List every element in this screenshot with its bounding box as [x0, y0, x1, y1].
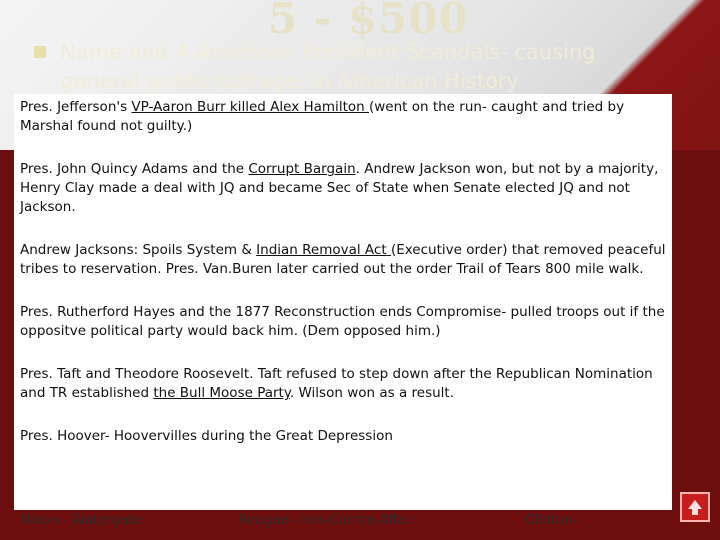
entry-text: Pres. Jefferson's — [20, 99, 132, 115]
bottom-answer-row — [20, 512, 700, 540]
answer-entry-taft — [20, 365, 666, 403]
entry-text: Andrew Jacksons: Spoils System & — [20, 242, 257, 258]
bullet-line-1: Name and 4 American President Scandals- causing — [60, 40, 596, 64]
entry-underlined-text: Corrupt Bargain — [248, 161, 356, 177]
bottom-reagan: Reagan- Iran-Contra Affair — [238, 512, 415, 528]
answer-panel — [14, 94, 672, 510]
answer-entry-hayes — [20, 303, 666, 341]
bullet-line-2: general public outrage, in American History — [60, 69, 519, 93]
answer-entry-jackson — [20, 241, 666, 279]
entry-underlined-text: Indian Removal Act — [256, 242, 391, 258]
entry-text: Pres. John Quincy Adams and the — [20, 161, 249, 177]
entry-text: (went on the run- caught and tried by Marshal found not guilty.) — [20, 99, 625, 134]
return-arrow-icon[interactable] — [680, 492, 710, 522]
entry-text: (Executive order) that removed peaceful tribes to reservation. Pres. Van.Buren later carried out the order Trail of Tears 800 mile walk. — [20, 242, 666, 277]
answer-entry-jq-adams — [20, 160, 666, 217]
entry-underlined-text: VP-Aaron Burr killed Alex Hamilton — [131, 99, 369, 115]
entry-underlined-text: the Bull Moose Party — [153, 385, 290, 401]
answer-entry-jefferson — [20, 98, 666, 136]
bottom-clinton: Clinton- — [525, 512, 578, 528]
entry-text: . Andrew Jackson won, but not by a majority, Henry Clay made a deal with JQ and became Sec of State when Senate elected JQ and not Jackson. — [20, 161, 659, 215]
entry-text: . Wilson won as a result. — [289, 385, 454, 401]
entry-text: Pres. Rutherford Hayes and the 1877 Reconstruction ends Compromise- pulled troops out if the oppositve political party would back him. (Dem opposed him.) — [20, 304, 665, 339]
slide-title: 5 - $500 — [268, 0, 469, 43]
bullet-question-text — [60, 38, 650, 96]
entry-text: Pres. Taft and Theodore Roosevelt. Taft refused to step down after the Republican Nomination and TR established — [20, 366, 653, 401]
bullet-square-icon — [34, 46, 46, 58]
bottom-nixon: Nixon - Watergate — [20, 512, 142, 528]
entry-text: Pres. Hoover- Hoovervilles during the Great Depression — [20, 428, 393, 444]
return-arrow-glyph — [682, 494, 708, 520]
answer-entry-hoover — [20, 427, 666, 446]
